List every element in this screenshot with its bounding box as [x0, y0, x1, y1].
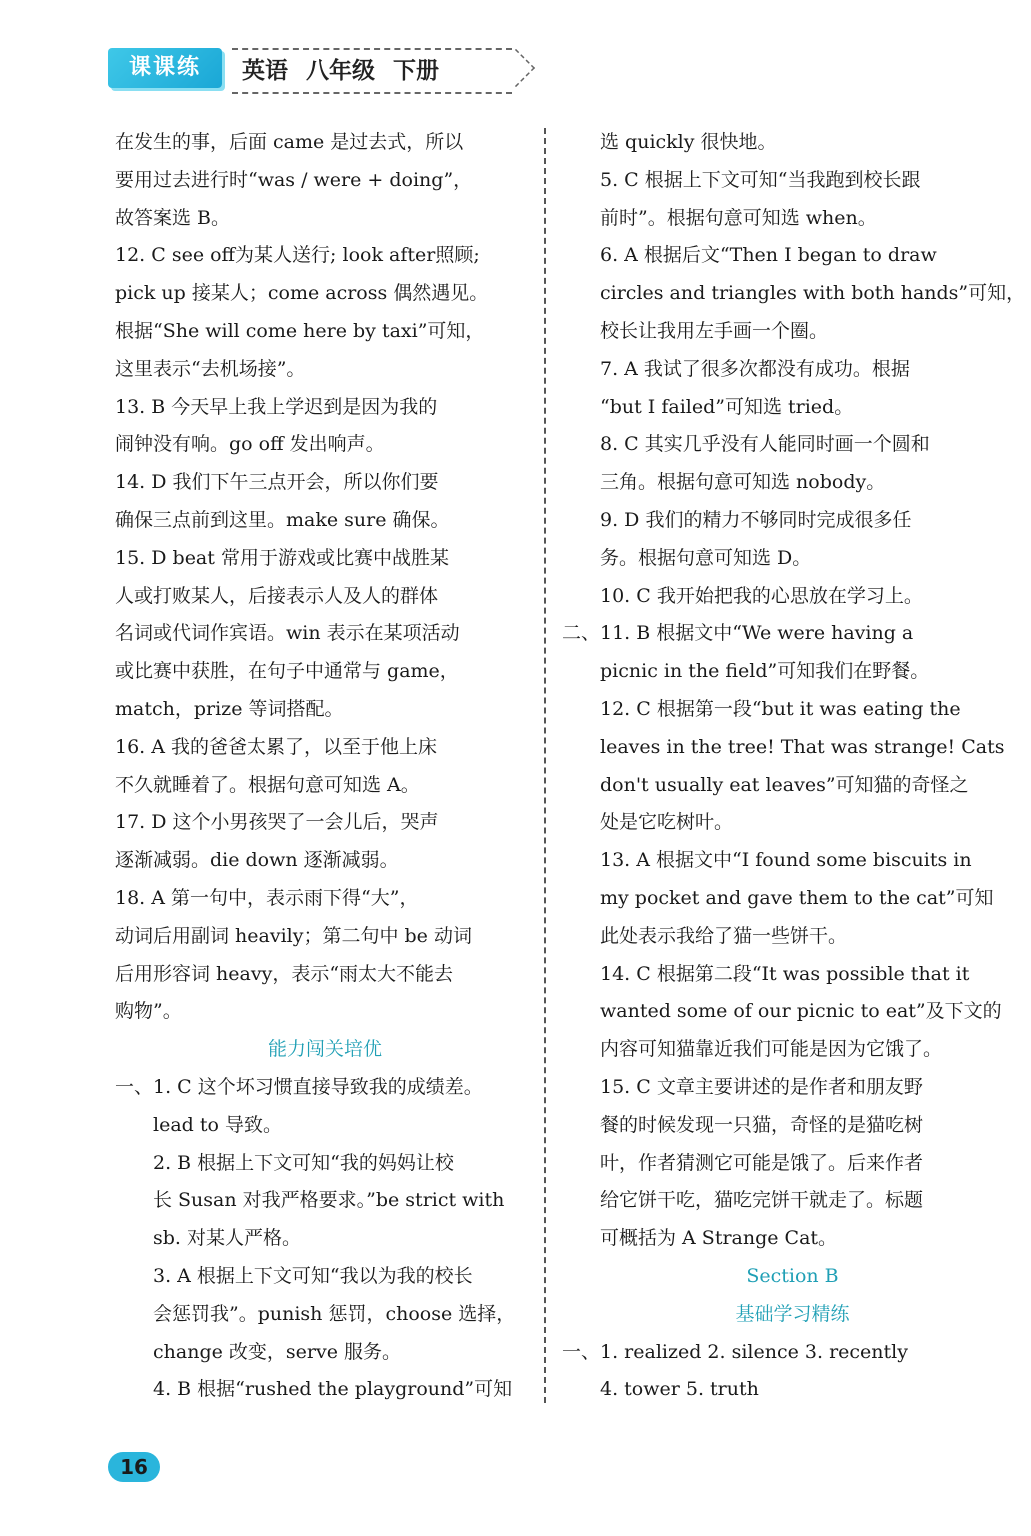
text-line [115, 237, 535, 275]
line-text: sb. 对某人严格。 [153, 1227, 301, 1250]
line-text: 叶，作者猜测它可能是饿了。后来作者 [600, 1151, 924, 1174]
text-line [115, 615, 535, 653]
text-line [600, 842, 985, 880]
text-line [115, 351, 535, 389]
text-line [153, 1371, 535, 1409]
line-text: 长 Susan 对我严格要求。”be strict with [153, 1189, 505, 1212]
text-line [600, 540, 985, 578]
line-text: 1. C 这个坏习惯直接导致我的成绩差。 [153, 1075, 483, 1098]
text-line [600, 653, 985, 691]
line-text: 不久就睡着了。根据句意可知选 A。 [115, 773, 420, 796]
text-line [115, 1069, 535, 1107]
left-column [115, 124, 535, 1409]
section-b-subheading: 基础学习精练 [735, 1302, 850, 1325]
line-text: 16. A 我的爸爸太累了，以至于他上床 [115, 735, 438, 758]
left-block-2 [115, 1069, 535, 1409]
line-text: pick up 接某人；come across 偶然遇见。 [115, 282, 489, 305]
line-text: 11. B 根据文中“We were having a [600, 622, 914, 645]
line-text: 根据“She will come here by taxi”可知， [115, 319, 485, 342]
line-text: 可概括为 A Strange Cat。 [600, 1227, 838, 1250]
text-line [600, 1031, 985, 1069]
text-line [115, 729, 535, 767]
text-line [600, 1220, 985, 1258]
section-heading-ability: 能力闯关培优 [267, 1038, 382, 1061]
line-text: 内容可知猫靠近我们可能是因为它饿了。 [600, 1038, 943, 1061]
text-line [600, 1371, 985, 1409]
text-line [115, 691, 535, 729]
line-text: 14. C 根据第二段“It was possible that it [600, 962, 970, 985]
text-line [600, 464, 985, 502]
text-line [600, 200, 985, 238]
line-text: 17. D 这个小男孩哭了一会儿后，哭声 [115, 811, 439, 834]
text-line [115, 578, 535, 616]
text-line [115, 653, 535, 691]
line-text: 人或打败某人，后接表示人及人的群体 [115, 584, 439, 607]
line-text: 12. C 根据第一段“but it was eating the [600, 697, 961, 720]
text-line [600, 1107, 985, 1145]
text-line [115, 426, 535, 464]
text-line [153, 1145, 535, 1183]
text-line [115, 464, 535, 502]
line-text: 会惩罚我”。punish 惩罚，choose 选择， [153, 1302, 516, 1325]
book-title: 英语 八年级 下册 [232, 48, 512, 94]
line-text: 逐渐减弱。die down 逐渐减弱。 [115, 849, 399, 872]
text-line [115, 804, 535, 842]
line-text: 前时”。根据句意可知选 when。 [600, 206, 877, 229]
text-line [600, 124, 985, 162]
line-text: 在发生的事，后面 came 是过去式，所以 [115, 131, 464, 153]
line-text: 7. A 我试了很多次都没有成功。根据 [600, 357, 910, 380]
section-b-heading: Section B [746, 1264, 839, 1287]
line-text: 三角。根据句意可知选 nobody。 [600, 471, 886, 494]
line-text: 或比赛中获胜，在句子中通常与 game， [115, 660, 459, 683]
line-text: 15. D beat 常用于游戏或比赛中战胜某 [115, 546, 449, 569]
line-text: change 改变，serve 服务。 [153, 1340, 401, 1363]
text-line [562, 1334, 985, 1372]
right-column [560, 124, 1026, 1409]
text-line [115, 502, 535, 540]
line-text: 餐的时候发现一只猫，奇怪的是猫吃树 [600, 1113, 924, 1136]
line-text: 闹钟没有响。go off 发出响声。 [115, 433, 385, 456]
text-line [115, 842, 535, 880]
text-line [600, 880, 994, 918]
section-marker: 一、 [115, 1075, 154, 1098]
text-line [153, 1296, 535, 1334]
text-line [600, 237, 985, 275]
line-text: 5. C 根据上下文可知“当我跑到校长跟 [600, 168, 921, 191]
text-line [600, 729, 1005, 767]
line-text: 10. C 我开始把我的心思放在学习上。 [600, 584, 923, 607]
line-text: match，prize 等词搭配。 [115, 697, 344, 720]
right-block-2 [560, 615, 1005, 1258]
text-line [600, 767, 985, 805]
line-text: 6. A 根据后文“Then I began to draw [600, 244, 937, 267]
text-line [115, 162, 535, 200]
text-line [115, 880, 535, 918]
line-text: 此处表示我给了猫一些饼干。 [600, 924, 848, 947]
text-line [562, 615, 985, 653]
line-text: wanted some of our picnic to eat”及下文的 [600, 1000, 1002, 1023]
text-line [115, 767, 535, 805]
line-text: 13. A 根据文中“I found some biscuits in [600, 849, 972, 872]
text-line [153, 1334, 535, 1372]
section-marker: 一、 [562, 1340, 601, 1363]
text-line [115, 275, 535, 313]
line-text: 14. D 我们下午三点开会，所以你们要 [115, 471, 439, 494]
text-line [115, 918, 535, 956]
text-line [153, 1182, 535, 1220]
text-line [600, 162, 985, 200]
right-block-3 [560, 1334, 985, 1410]
line-text: 名词或代词作宾语。win 表示在某项活动 [115, 622, 460, 645]
line-text: 确保三点前到这里。make sure 确保。 [115, 508, 450, 531]
text-line [115, 200, 535, 238]
line-text: 动词后用副词 heavily；第二句中 be 动词 [115, 924, 472, 947]
line-text: 3. A 根据上下文可知“我以为我的校长 [153, 1264, 473, 1287]
line-text: 1. realized 2. silence 3. recently [600, 1340, 908, 1363]
line-text: picnic in the field”可知我们在野餐。 [600, 660, 930, 683]
text-line [600, 426, 985, 464]
line-text: circles and triangles with both hands”可知， [600, 282, 1026, 305]
text-line [600, 804, 985, 842]
line-text: 18. A 第一句中，表示雨下得“大”， [115, 886, 419, 909]
text-line [600, 691, 985, 729]
line-text: 购物”。 [115, 1000, 182, 1023]
line-text: 2. B 根据上下文可知“我的妈妈让校 [153, 1151, 454, 1174]
line-text: don't usually eat leaves”可知猫的奇怪之 [600, 773, 969, 796]
header [108, 44, 508, 96]
line-text: 故答案选 B。 [115, 206, 231, 229]
text-line [600, 918, 985, 956]
line-text: “but I failed”可知选 tried。 [600, 395, 854, 418]
line-text: 8. C 其实几乎没有人能同时画一个圆和 [600, 433, 930, 456]
text-line [153, 1220, 535, 1258]
line-text: 4. tower 5. truth [600, 1378, 759, 1401]
text-line [115, 124, 535, 162]
left-block-1 [115, 124, 535, 1031]
line-text: 选 quickly 很快地。 [600, 131, 777, 153]
text-line [600, 578, 985, 616]
text-line [153, 1107, 535, 1145]
text-line [600, 275, 1026, 313]
line-text: 要用过去进行时“was / were + doing”， [115, 168, 473, 191]
line-text: my pocket and gave them to the cat”可知 [600, 886, 994, 909]
line-text: 务。根据句意可知选 D。 [600, 546, 812, 569]
text-line [115, 540, 535, 578]
line-text: 13. B 今天早上我上学迟到是因为我的 [115, 395, 438, 418]
line-text: 12. C see off为某人送行; look after照顾; [115, 244, 480, 267]
text-line [600, 351, 985, 389]
text-line [115, 993, 535, 1031]
line-text: 后用形容词 heavy，表示“雨太大不能去 [115, 962, 454, 985]
line-text: 校长让我用左手画一个圈。 [600, 319, 829, 342]
text-line [600, 993, 1002, 1031]
text-line [600, 502, 985, 540]
section-marker: 二、 [562, 622, 601, 645]
line-text: 15. C 文章主要讲述的是作者和朋友野 [600, 1075, 923, 1098]
right-block-1 [560, 124, 1026, 615]
page-number: 16 [108, 1452, 160, 1482]
text-line [600, 389, 985, 427]
line-text: 处是它吃树叶。 [600, 811, 734, 834]
line-text: 9. D 我们的精力不够同时完成很多任 [600, 508, 912, 531]
column-divider [544, 128, 546, 1403]
text-line [115, 956, 535, 994]
line-text: 4. B 根据“rushed the playground”可知 [153, 1378, 513, 1401]
line-text: 给它饼干吃，猫吃完饼干就走了。标题 [600, 1189, 924, 1212]
text-line [115, 389, 535, 427]
text-line [153, 1258, 535, 1296]
text-line [600, 1069, 985, 1107]
line-text: leaves in the tree! That was strange! Cats [600, 735, 1005, 758]
line-text: lead to 导致。 [153, 1113, 282, 1136]
text-line [600, 956, 985, 994]
text-line [115, 313, 535, 351]
text-line [600, 313, 985, 351]
text-line [600, 1145, 985, 1183]
text-line [600, 1182, 985, 1220]
line-text: 这里表示“去机场接”。 [115, 357, 306, 380]
series-logo: 课课练 [108, 48, 222, 88]
